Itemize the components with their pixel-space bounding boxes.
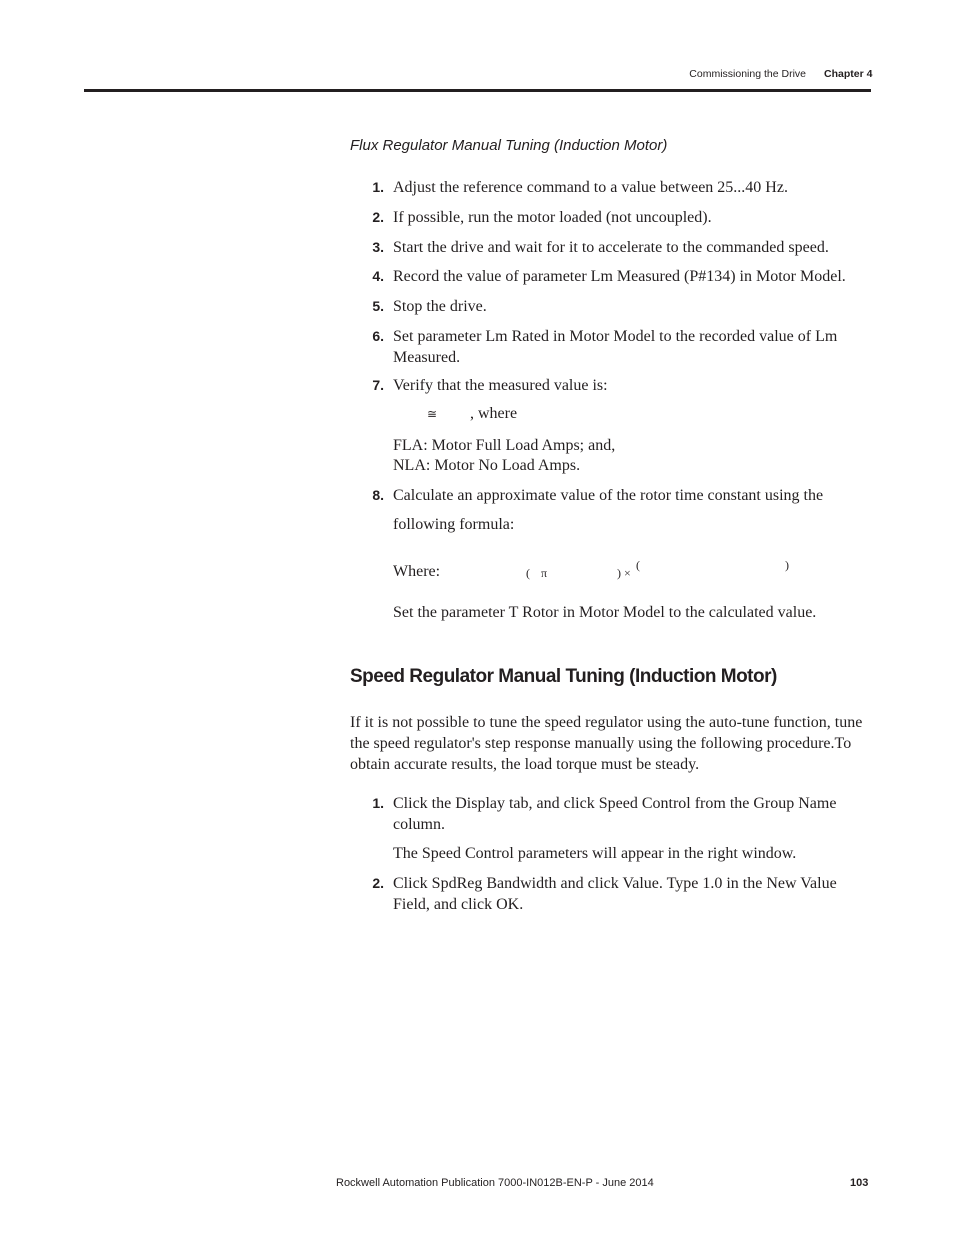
formula-close-times: ) ×	[617, 566, 631, 580]
step-text: Calculate an approximate value of the rotor time constant using the following formula:	[393, 487, 824, 533]
step-text: Verify that the measured value is:	[393, 377, 608, 394]
step-number: 5.	[372, 298, 384, 314]
flux-step-7	[350, 375, 870, 396]
speed-tuning-heading: Speed Regulator Manual Tuning (Induction Motor)	[350, 666, 777, 687]
flux-step-1	[350, 177, 870, 198]
verify-where-text: , where	[470, 405, 518, 422]
footer-page-number: 103	[850, 1177, 869, 1189]
nla-definition: NLA: Motor No Load Amps.	[393, 457, 581, 474]
step-text: Adjust the reference command to a value between 25...40 Hz.	[393, 179, 788, 196]
flux-step-8	[350, 485, 870, 539]
step-number: 3.	[372, 239, 384, 255]
formula-open-paren-2: (	[636, 558, 640, 572]
step-text: Start the drive and wait for it to accelerate to the commanded speed.	[393, 239, 829, 256]
fla-definition: FLA: Motor Full Load Amps; and,	[393, 437, 616, 454]
speed-step-1	[350, 793, 870, 835]
step-text: If possible, run the motor loaded (not uncoupled).	[393, 209, 712, 226]
set-trotor-text: Set the parameter T Rotor in Motor Model to the calculated value.	[393, 604, 817, 621]
step-number: 6.	[372, 328, 384, 344]
flux-step-2	[350, 207, 870, 228]
step-number: 1.	[372, 179, 384, 195]
step-number: 8.	[372, 487, 384, 503]
step-number: 7.	[372, 377, 384, 393]
speed-step-1-note: The Speed Control parameters will appear in the right window.	[393, 845, 797, 862]
header-rule	[84, 89, 871, 92]
formula-pi: π	[541, 566, 548, 580]
flux-tuning-subheading: Flux Regulator Manual Tuning (Induction Motor)	[350, 137, 668, 154]
footer-publication: Rockwell Automation Publication 7000-IN012B-EN-P - June 2014	[336, 1177, 654, 1189]
flux-step-5	[350, 296, 870, 317]
running-header-section: Commissioning the Drive	[689, 68, 806, 80]
step-text: Click SpdReg Bandwidth and click Value. Type 1.0 in the New Value Field, and click OK.	[393, 875, 837, 913]
flux-step-4	[350, 266, 870, 287]
step-text: Stop the drive.	[393, 298, 487, 315]
flux-step-3	[350, 237, 870, 258]
step-number: 4.	[372, 268, 384, 284]
approx-equal-symbol: ≅	[427, 407, 438, 421]
step-number: 2.	[372, 209, 384, 225]
step-number: 2.	[372, 875, 384, 891]
step-number: 1.	[372, 795, 384, 811]
step-text: Set parameter Lm Rated in Motor Model to the recorded value of Lm Measured.	[393, 328, 838, 366]
where-label: Where:	[393, 563, 441, 580]
step-text: Record the value of parameter Lm Measured (P#134) in Motor Model.	[393, 268, 846, 285]
flux-step-6	[350, 326, 870, 368]
formula-close-paren-2: )	[785, 558, 789, 572]
speed-step-2	[350, 873, 870, 915]
running-header-chapter: Chapter 4	[824, 68, 873, 80]
step-text: Click the Display tab, and click Speed Control from the Group Name column.	[393, 795, 837, 833]
speed-intro-paragraph: If it is not possible to tune the speed regulator using the auto-tune function, tune the speed regulator's step response manually using the following procedure.To obtain accurate results, the load torque must be steady.	[350, 714, 863, 773]
formula-open-paren: (	[526, 566, 530, 580]
